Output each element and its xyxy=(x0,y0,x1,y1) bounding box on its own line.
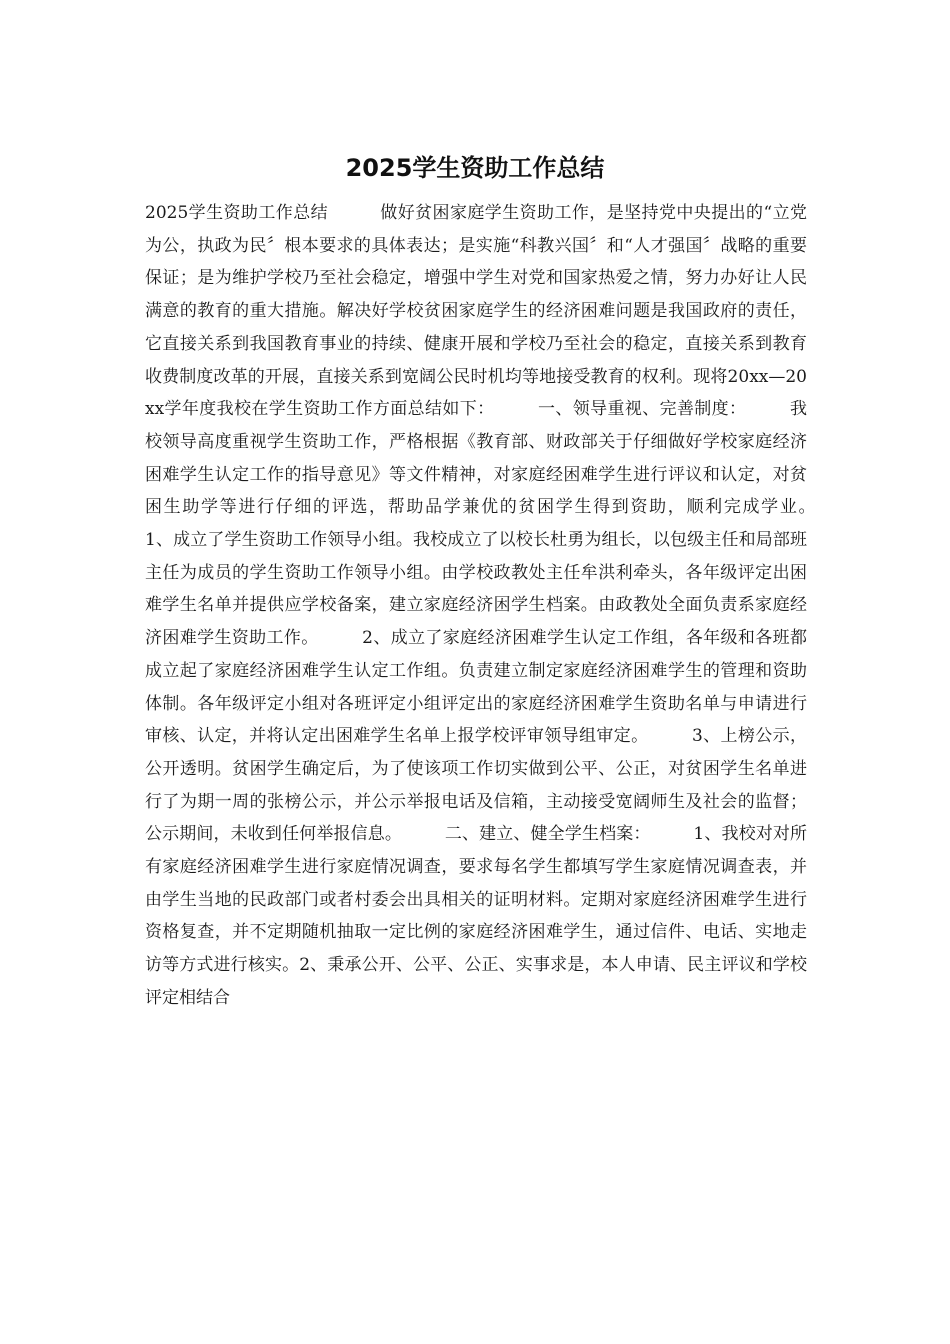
document-body: 2025学生资助工作总结 做好贫困家庭学生资助工作，是坚持党中央提出的“立党为公，执政为民〞根本要求的具体表达；是实施“科教兴国〞和“人才强国〞战略的重要保证；是为维护学校乃至社会稳定，增强中学生对党和国家热爱之情，努力办好让人民满意的教育的重大措施。解决好学校贫困家庭学生的经济困难问题是我国政府的责任，它直接关系到我国教育事业的持续、健康开展和学校乃至社会的稳定，直接关系到教育收费制度改革的开展，直接关系到宽阔公民时机均等地接受教育的权利。现将20xx—20xx学年度我校在学生资助工作方面总结如下： 一、领导重视、完善制度： 我校领导高度重视学生资助工作，严格根据《教育部、财政部关于仔细做好学校家庭经济困难学生认定工作的指导意见》等文件精神，对家庭经困难学生进行评议和认定，对贫困生助学等进行仔细的评选，帮助品学兼优的贫困学生得到资助，顺利完成学业。 1、成立了学生资助工作领导小组。我校成立了以校长杜勇为组长，以包级主任和局部班主任为成员的学生资助工作领导小组。由学校政教处主任牟洪利牵头，各年级评定出困难学生名单并提供应学校备案，建立家庭经济困学生档案。由政教处全面负责系家庭经济困难学生资助工作。 2、成立了家庭经济困难学生认定工作组，各年级和各班都成立起了家庭经济困难学生认定工作组。负责建立制定家庭经济困难学生的管理和资助体制。各年级评定小组对各班评定小组评定出的家庭经济困难学生资助名单与申请进行审核、认定，并将认定出困难学生名单上报学校评审领导组审定。 3、上榜公示，公开透明。贫困学生确定后，为了使该项工作切实做到公平、公正，对贫困学生名单进行了为期一周的张榜公示，并公示举报电话及信箱，主动接受宽阔师生及社会的监督；公示期间，未收到任何举报信息。 二、建立、健全学生档案： 1、我校对对所有家庭经济困难学生进行家庭情况调查，要求每名学生都填写学生家庭情况调查表，并由学生当地的民政部门或者村委会出具相关的证明材料。定期对家庭经济困难学生进行资格复查，并不定期随机抽取一定比例的家庭经济困难学生，通过信件、电话、实地走访等方式进行核实。2、秉承公开、公平、公正、实事求是，本人申请、民主评议和学校评定相结合 xyxy=(145,203,858,1008)
document-title: 2025学生资助工作总结 xyxy=(345,154,605,182)
